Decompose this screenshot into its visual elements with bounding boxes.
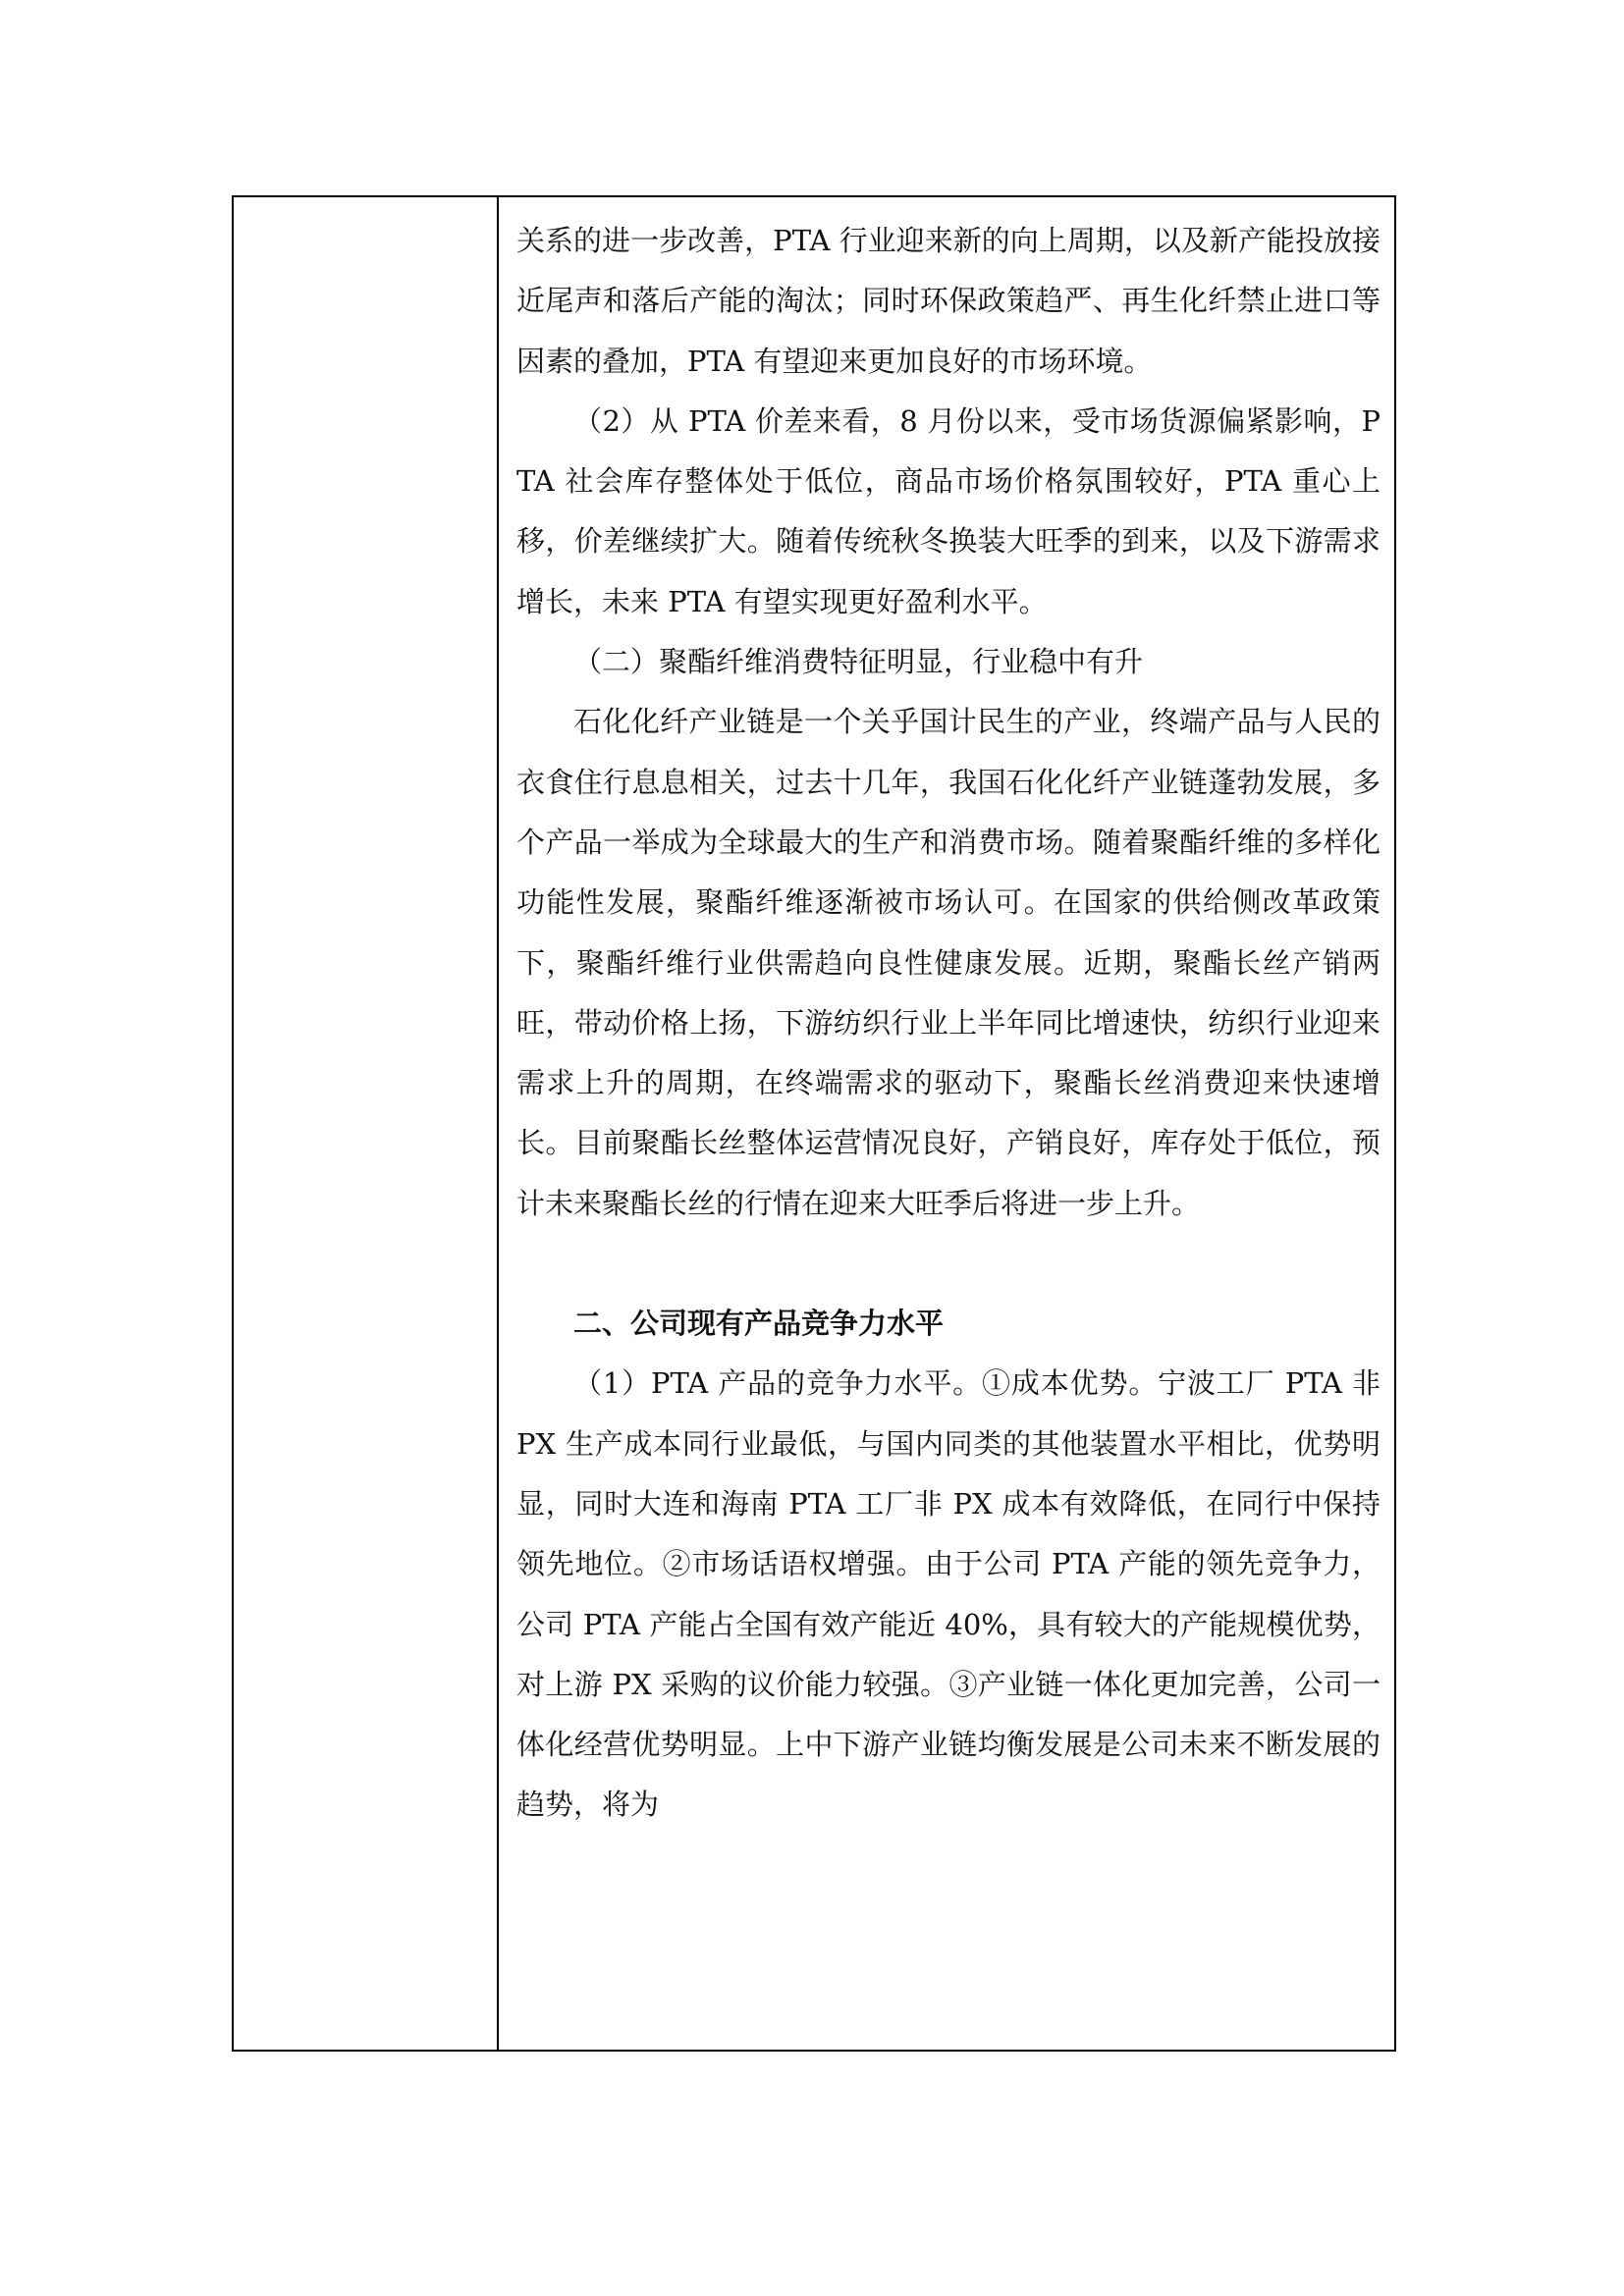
table-label-cell (234, 197, 499, 2050)
paragraph-pta-competitiveness: （1）PTA 产品的竞争力水平。①成本优势。宁波工厂 PTA 非 PX 生产成本同行业最低，与国内同类的其他装置水平相比，优势明显，同时大连和海南 PTA 工厂非 PX 成本有效降低，在同行中保持领先地位。②市场话语权增强。由于公司 PTA 产能的领先竞争力，公司 PTA 产能占全国有效产能近 40%，具有较大的产能规模优势，对上游 PX 采购的议价能力较强。③产业链一体化更加完善，公司一体化经营优势明显。上中下游产业链均衡发展是公司未来不断发展的趋势，将为 (516, 1366, 1380, 1822)
section-heading-competitiveness: 二、公司现有产品竞争力水平 (573, 1307, 945, 1341)
subheading-polyester-consumption: （二）聚酯纤维消费特征明显，行业稳中有升 (573, 645, 1144, 679)
paragraph-industry-cycle: 关系的进一步改善，PTA 行业迎来新的向上周期，以及新产能投放接近尾声和落后产能的淘汰；同时环保政策趋严、再生化纤禁止进口等因素的叠加，PTA 有望迎来更加良好的市场环境。 (516, 224, 1380, 378)
table-content-cell (499, 197, 1394, 2050)
paragraph-pta-spread: （2）从 PTA 价差来看，8 月份以来，受市场货源偏紧影响，PTA 社会库存整体处于低位，商品市场价格氛围较好，PTA 重心上移，价差继续扩大。随着传统秋冬换装大旺季的到来，以及下游需求增长，未来 PTA 有望实现更好盈利水平。 (516, 403, 1380, 618)
document-table (232, 195, 1396, 2052)
paragraph-spacer (516, 1234, 1380, 1294)
paragraph-polyester-industry: 石化化纤产业链是一个关乎国计民生的产业，终端产品与人民的衣食住行息息相关，过去十几年，我国石化化纤产业链蓬勃发展，多个产品一举成为全球最大的生产和消费市场。随着聚酯纤维的多样化功能性发展，聚酯纤维逐渐被市场认可。在国家的供给侧改革政策下，聚酯纤维行业供需趋向良性健康发展。近期，聚酯长丝产销两旺，带动价格上扬，下游纺织行业上半年同比增速快，纺织行业迎来需求上升的周期，在终端需求的驱动下，聚酯长丝消费迎来快速增长。目前聚酯长丝整体运营情况良好，产销良好，库存处于低位，预计未来聚酯长丝的行情在迎来大旺季后将进一步上升。 (516, 705, 1380, 1220)
